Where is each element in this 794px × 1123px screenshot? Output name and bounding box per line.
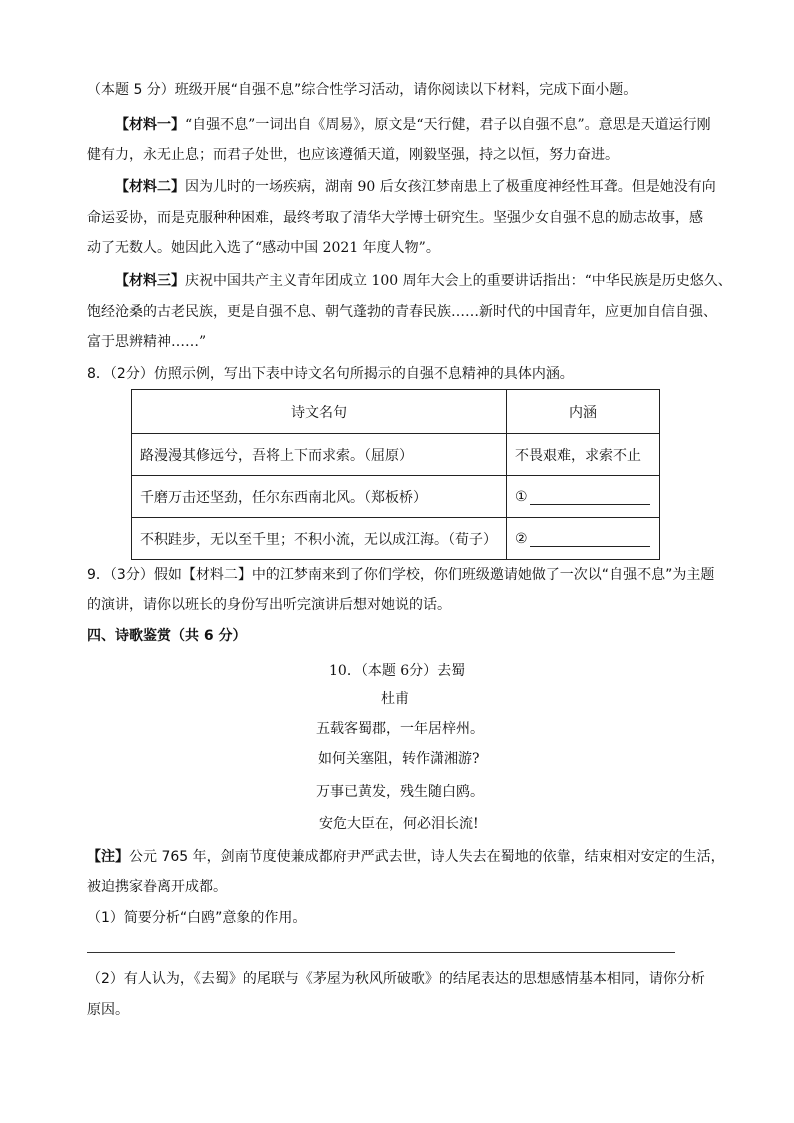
sub-question-2-line2: 原因。 xyxy=(87,1002,129,1018)
material-2 xyxy=(115,180,716,194)
question-9-line1: 9．（3分）假如【材料二】中的江梦南来到了你们学校，你们班级邀请她做了一次以“自强不息”为主题 xyxy=(87,567,715,583)
table-cell-verse: 路漫漫其修远兮，吾将上下而求索。（屈原） xyxy=(132,434,507,476)
material-2-line3: 动了无数人。她因此入选了“感动中国 2021 年度人物”。 xyxy=(87,240,440,256)
table-header-row xyxy=(132,390,660,434)
poem-author: 杜甫 xyxy=(381,691,409,707)
answer-blank-2[interactable] xyxy=(530,532,650,547)
table-cell-meaning xyxy=(507,476,660,518)
material-3-line2: 饱经沧桑的古老民族，更是自强不息、朝气蓬勃的青春民族……新时代的中国青年，应更加自信自强、 xyxy=(87,304,717,320)
material-2-line1: 因为儿时的一场疾病，湖南 90 后女孩江梦南患上了极重度神经性耳聋。但是她没有向 xyxy=(185,179,716,195)
poem-line: 万事已黄发，残生随白鸥。 xyxy=(316,784,484,800)
answer-blank-1[interactable] xyxy=(530,490,650,505)
table-header-verse: 诗文名句 xyxy=(132,390,507,434)
sub-question-2-line1: （2）有人认为，《去蜀》的尾联与《茅屋为秋风所破歌》的结尾表达的思想感情基本相同，请你分析 xyxy=(87,971,705,987)
material-3-tag: 【材料三】 xyxy=(115,273,185,289)
material-1-line1: “自强不息”一词出自《周易》，原文是“天行健，君子以自强不息”。意思是天道运行刚 xyxy=(185,117,711,133)
table-cell-meaning: 不畏艰难，求索不止 xyxy=(507,434,660,476)
material-3-line1: 庆祝中国共产主义青年团成立 100 周年大会上的重要讲话指出：“中华民族是历史悠久、 xyxy=(185,273,732,289)
material-2-tag: 【材料二】 xyxy=(115,179,185,195)
sub-question-1: （1）简要分析“白鸥”意象的作用。 xyxy=(87,910,307,926)
material-1-tag: 【材料一】 xyxy=(115,117,185,133)
note xyxy=(87,850,725,864)
table-row xyxy=(132,518,660,560)
answer-marker: ② xyxy=(515,530,528,547)
note-tag: 【注】 xyxy=(87,849,129,865)
poem-line: 如何关塞阻，转作潇湘游? xyxy=(318,751,480,767)
question-8: 8．（2分）仿照示例，写出下表中诗文名句所揭示的自强不息精神的具体内涵。 xyxy=(87,366,574,382)
material-1-line2: 健有力，永无止息；而君子处世，也应该遵循天道，刚毅坚强，持之以恒，努力奋进。 xyxy=(87,147,619,163)
poem-line: 安危大臣在，何必泪长流! xyxy=(319,816,479,832)
poem-line: 五载客蜀郡，一年居梓州。 xyxy=(316,721,484,737)
table-header-meaning: 内涵 xyxy=(507,390,660,434)
verse-table xyxy=(131,389,660,560)
poem-title: 10．（本题 6分）去蜀 xyxy=(329,663,466,679)
table-row xyxy=(132,434,660,476)
table-cell-verse: 不积跬步，无以至千里；不积小流，无以成江海。（荀子） xyxy=(132,518,507,560)
table-row xyxy=(132,476,660,518)
material-3 xyxy=(115,274,732,288)
table-cell-verse: 千磨万击还坚劲，任尔东西南北风。（郑板桥） xyxy=(132,476,507,518)
material-1 xyxy=(115,118,711,132)
note-line1: 公元 765 年，剑南节度使兼成都府尹严武去世，诗人失去在蜀地的依靠，结束相对安定的生活， xyxy=(129,849,725,865)
material-2-line2: 命运妥协，而是克服种种困难，最终考取了清华大学博士研究生。坚强少女自强不息的励志故事，感 xyxy=(87,210,703,226)
answer-line[interactable] xyxy=(87,952,675,953)
material-3-line3: 富于思辨精神……” xyxy=(87,334,207,350)
note-line2: 被迫携家眷离开成都。 xyxy=(87,879,227,895)
answer-marker: ① xyxy=(515,488,528,505)
table-cell-meaning xyxy=(507,518,660,560)
question-9-line2: 的演讲，请你以班长的身份写出听完演讲后想对她说的话。 xyxy=(87,597,451,613)
intro-text: （本题 5 分）班级开展“自强不息”综合性学习活动，请你阅读以下材料，完成下面小题。 xyxy=(87,82,638,98)
section-4-heading: 四、诗歌鉴赏（共 6 分） xyxy=(87,628,247,644)
